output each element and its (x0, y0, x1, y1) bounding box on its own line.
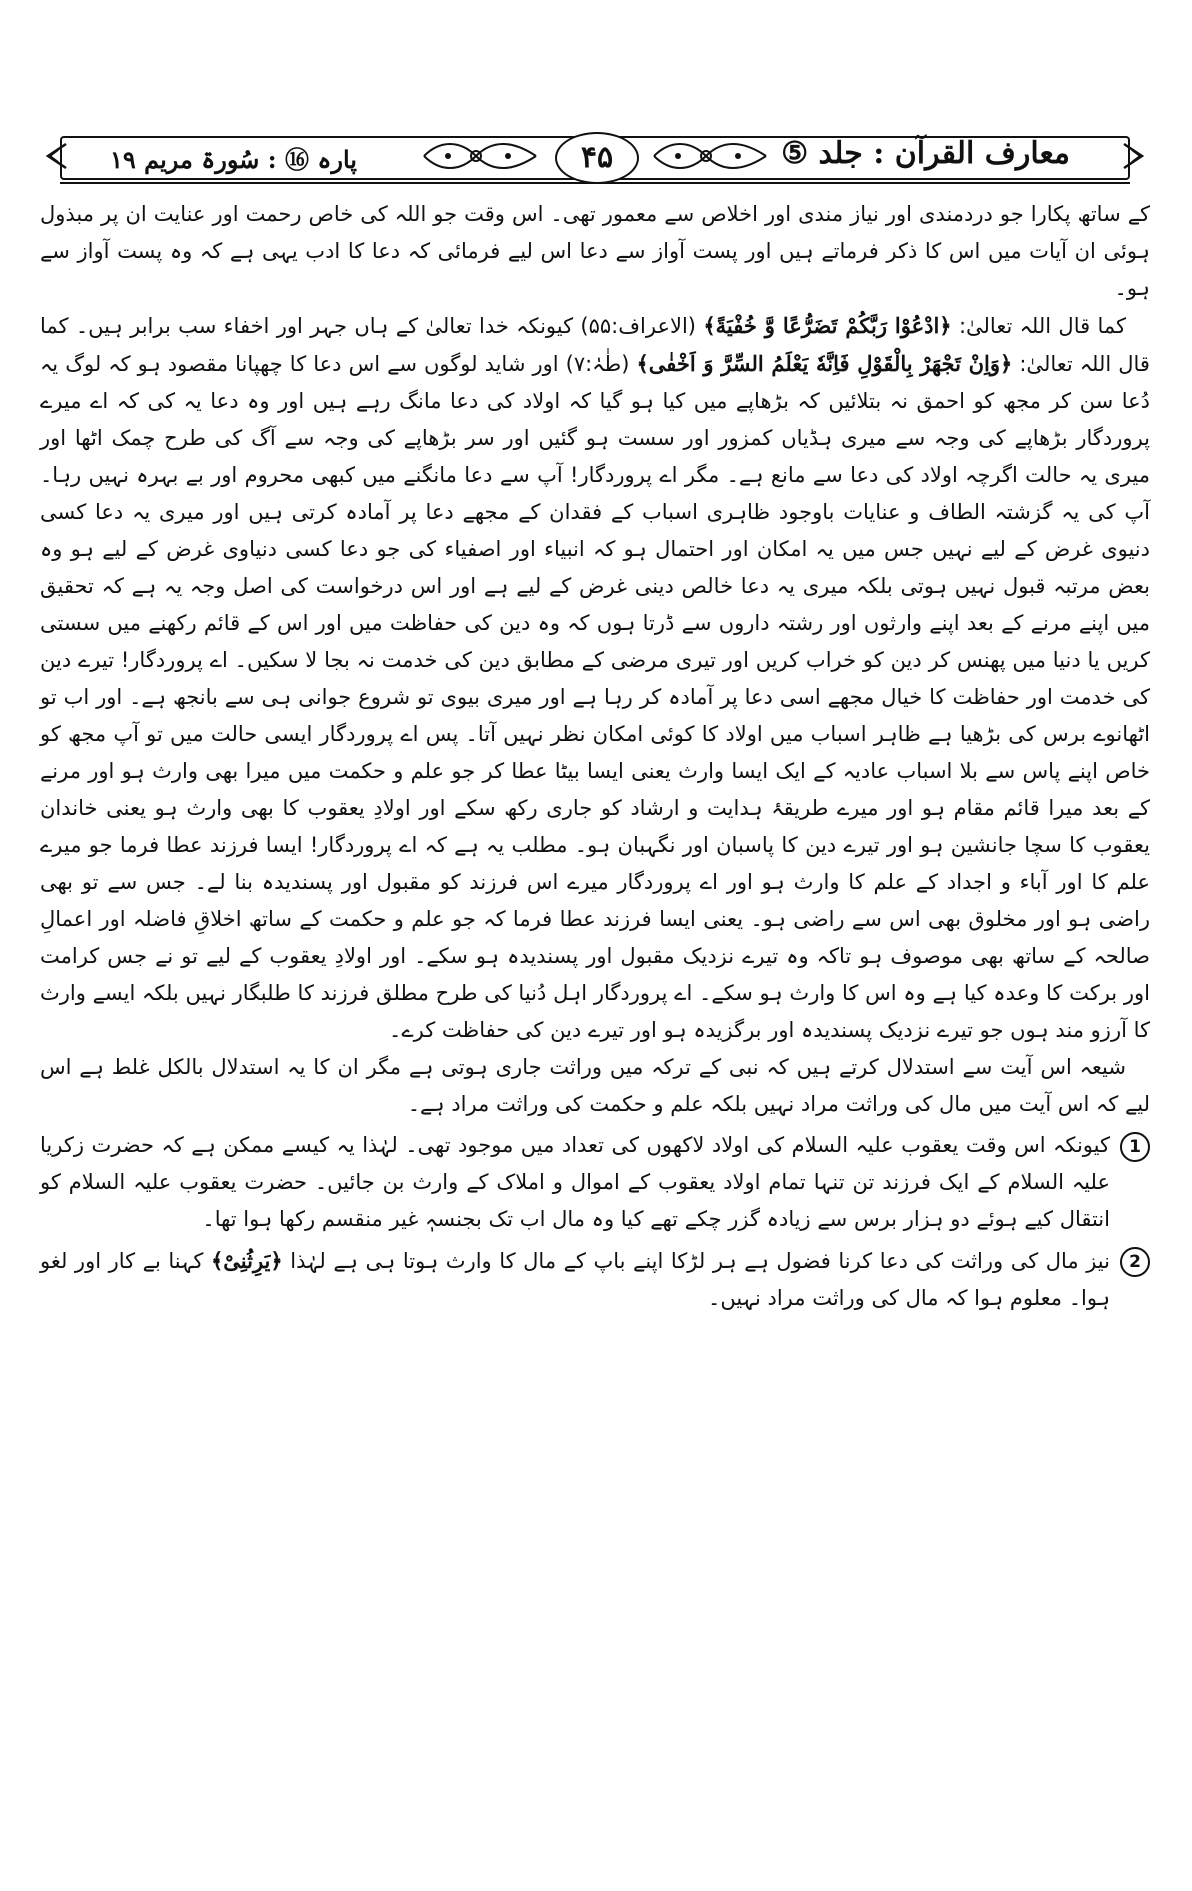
surah-info: پارہ ⑯ : سُورۃ مریم ۱۹ (110, 145, 357, 174)
page-header (40, 130, 1150, 186)
point-text: کیونکہ اس وقت یعقوب علیہ السلام کی اولاد لاکھوں کی تعداد میں موجود تھی۔ لہٰذا یہ کیسے ممکن ہے کہ حضرت زکریا علیہ السلام کے ایک فرزند تن تنہا تمام اولاد یعقوب کے اموال و املاک کے وارث بن جائیں۔ حضرت یعقوب علیہ السلام کو انتقال کیے ہوئے دو ہزار برس سے زیادہ گزر چکے تھے کیا وہ مال اب تک بجنسہٖ غیر منقسم رکھا ہوا تھا۔ (40, 1133, 1110, 1231)
point-text-part: نیز مال کی وراثت کی دعا کرنا فضول ہے ہر لڑکا اپنے باپ کے مال کا وارث ہوتا ہی ہے لہٰذا (290, 1249, 1110, 1273)
paragraph-text: کما قال اللہ تعالیٰ: (958, 314, 1126, 338)
corner-ornament-icon (42, 142, 68, 170)
paragraph: کے ساتھ پکارا جو دردمندی اور نیاز مندی اور اخلاص سے معمور تھی۔ اس وقت جو اللہ کی خاص رحمت اور عنایت ان پر مبذول ہوئی ان آیات میں اس کا ذکر فرماتے ہیں اور پست آواز سے دعا اس لیے فرمائی کہ دعا کا ادب یہی ہے کہ وہ پست آواز سے ہو۔ (40, 202, 1150, 300)
paragraph-text: کما قال اللہ تعالیٰ: (40, 314, 1150, 376)
page (40, 130, 1150, 1850)
paragraph-text: (طٰہٰ:۷) اور شاید لوگوں سے اس دعا کا چھپانا مقصود ہو کہ لوگ یہ دُعا سن کر مجھ کو احمق نہ بتلائیں کہ بڑھاپے میں کیا ہو گیا کہ اولاد کی دعا مانگ رہے ہیں اور وہ دعا یہ کی کہ اے میرے پروردگار بڑھاپے کی وجہ سے میری ہڈیاں کمزور اور سست ہو گئیں اور سر بڑھاپے کی وجہ سے آگ کی طرح چمک اٹھا اور میری یہ حالت اگرچہ اولاد کی دعا سے مانع ہے۔ مگر اے پروردگار! آپ سے دعا مانگنے میں کبھی محروم اور بے بہرہ نہیں رہا۔ آپ کی یہ گزشتہ الطاف و عنایات باوجود ظاہری اسباب کے فقدان کے مجھے دعا پر آمادہ کرتی ہیں اور میری یہ دعا کسی دنیوی غرض کے لیے نہیں جس میں یہ امکان اور احتمال ہو کہ انبیاء اور اصفیاء کی جو دعا کسی دنیاوی غرض کے لیے ہو وہ بعض مرتبہ قبول نہیں ہوتی بلکہ میری یہ دعا خالص دینی غرض کے لیے ہے اور اس درخواست کی اصل وجہ یہ ہے کہ تحقیق میں اپنے مرنے کے بعد اپنے وارثوں اور رشتہ داروں سے ڈرتا ہوں کہ وہ دین کی حفاظت میں اور اس کے قائم رکھنے میں سستی کریں یا دنیا میں پھنس کر دین کو خراب کریں اور تیری مرضی کے مطابق دین کی خدمت نہ بجا لا سکیں۔ اے پروردگار! تیرے دین کی خدمت اور حفاظت کا خیال مجھے اسی دعا پر آمادہ کر رہا ہے اور میری بیوی تو شروع جوانی ہی سے بانجھ ہے۔ اور اب تو اٹھانوے برس کی بڑھیا ہے ظاہر اسباب میں اولاد کا کوئی امکان نظر نہیں آتا۔ پس اے پروردگار ایسی حالت میں تو آپ مجھ کو خاص اپنے پاس سے بلا اسباب عادیہ کے ایک ایسا وارث یعنی ایسا بیٹا عطا کر جو علم و حکمت میں میرا بھی وارث ہو اور مرنے کے بعد میرا قائم مقام ہو اور میرے طریقۂ ہدایت و ارشاد کو جاری رکھ سکے اور اولادِ یعقوب کا بھی وارث ہو یعنی خاندان یعقوب کا سچا جانشین ہو اور تیرے دین کا پاسبان اور نگہبان ہو۔ مطلب یہ ہے کہ اے پروردگار! ایسا فرزند عطا فرما جو میرے علم کا اور آباء و اجداد کے علم کا وارث ہو اور اے پروردگار میرے اس فرزند کو مقبول اور پسندیدہ بنا لے۔ جس سے تو بھی راضی ہو اور مخلوق بھی اس سے راضی ہو۔ یعنی ایسا فرزند عطا فرما کہ جو علم و حکمت کے ساتھ اخلاقِ فاضلہ اور اعمالِ صالحہ کے ساتھ بھی موصوف ہو تاکہ وہ تیرے نزدیک مقبول اور پسندیدہ ہو سکے۔ اور اولادِ یعقوب کے لیے تو نے جس کرامت اور برکت کا وعدہ کیا ہے وہ اس کا وارث ہو سکے۔ اے پروردگار اہل دُنیا کی طرح مطلق فرزند کا طلبگار نہیں بلکہ ایسے وارث کا آرزو مند ہوں جو تیرے نزدیک پسندیدہ اور برگزیدہ ہو اور تیرے دین کی حفاظت کرے۔ (40, 352, 1150, 1042)
numbered-point (40, 1242, 1150, 1317)
quran-verse: ﴿ادْعُوْا رَبَّكُمْ تَضَرُّعًا وَّ خُفْيَةً﴾ (703, 313, 952, 338)
page-body (40, 196, 1150, 1317)
point-text (40, 1242, 1110, 1317)
quran-verse: ﴿يَرِثُنِىْ﴾ (210, 1248, 283, 1273)
floral-ornament-icon (420, 138, 540, 174)
book-title: معارف القرآن : جلد ⑤ (781, 136, 1070, 171)
point-number-badge: 2 (1120, 1247, 1150, 1277)
quran-verse: ﴿وَاِنْ تَجْهَرْ بِالْقَوْلِ فَاِنَّهٗ يَعْلَمُ السِّرَّ وَ اَخْفٰى﴾ (636, 351, 1013, 376)
point-text-part: کہنا بے کار اور لغو ہوا۔ معلوم ہوا کہ مال کی وراثت مراد نہیں۔ (40, 1249, 1110, 1310)
numbered-point (40, 1127, 1150, 1238)
corner-ornament-icon (1122, 142, 1148, 170)
paragraph-text: (الاعراف:۵۵) کیونکہ خدا تعالیٰ کے ہاں جہر اور اخفاء سب برابر ہیں۔ (75, 314, 696, 338)
page-number: ۴۵ (555, 132, 639, 184)
point-number-badge: 1 (1120, 1132, 1150, 1162)
floral-ornament-icon (650, 138, 770, 174)
paragraph: شیعہ اس آیت سے استدلال کرتے ہیں کہ نبی کے ترکہ میں وراثت جاری ہوتی ہے مگر ان کا یہ استدلال بالکل غلط ہے اس لیے کہ اس آیت میں مال کی وراثت مراد نہیں بلکہ علم و حکمت کی وراثت مراد ہے۔ (40, 1055, 1150, 1116)
paragraph (40, 307, 1150, 1049)
